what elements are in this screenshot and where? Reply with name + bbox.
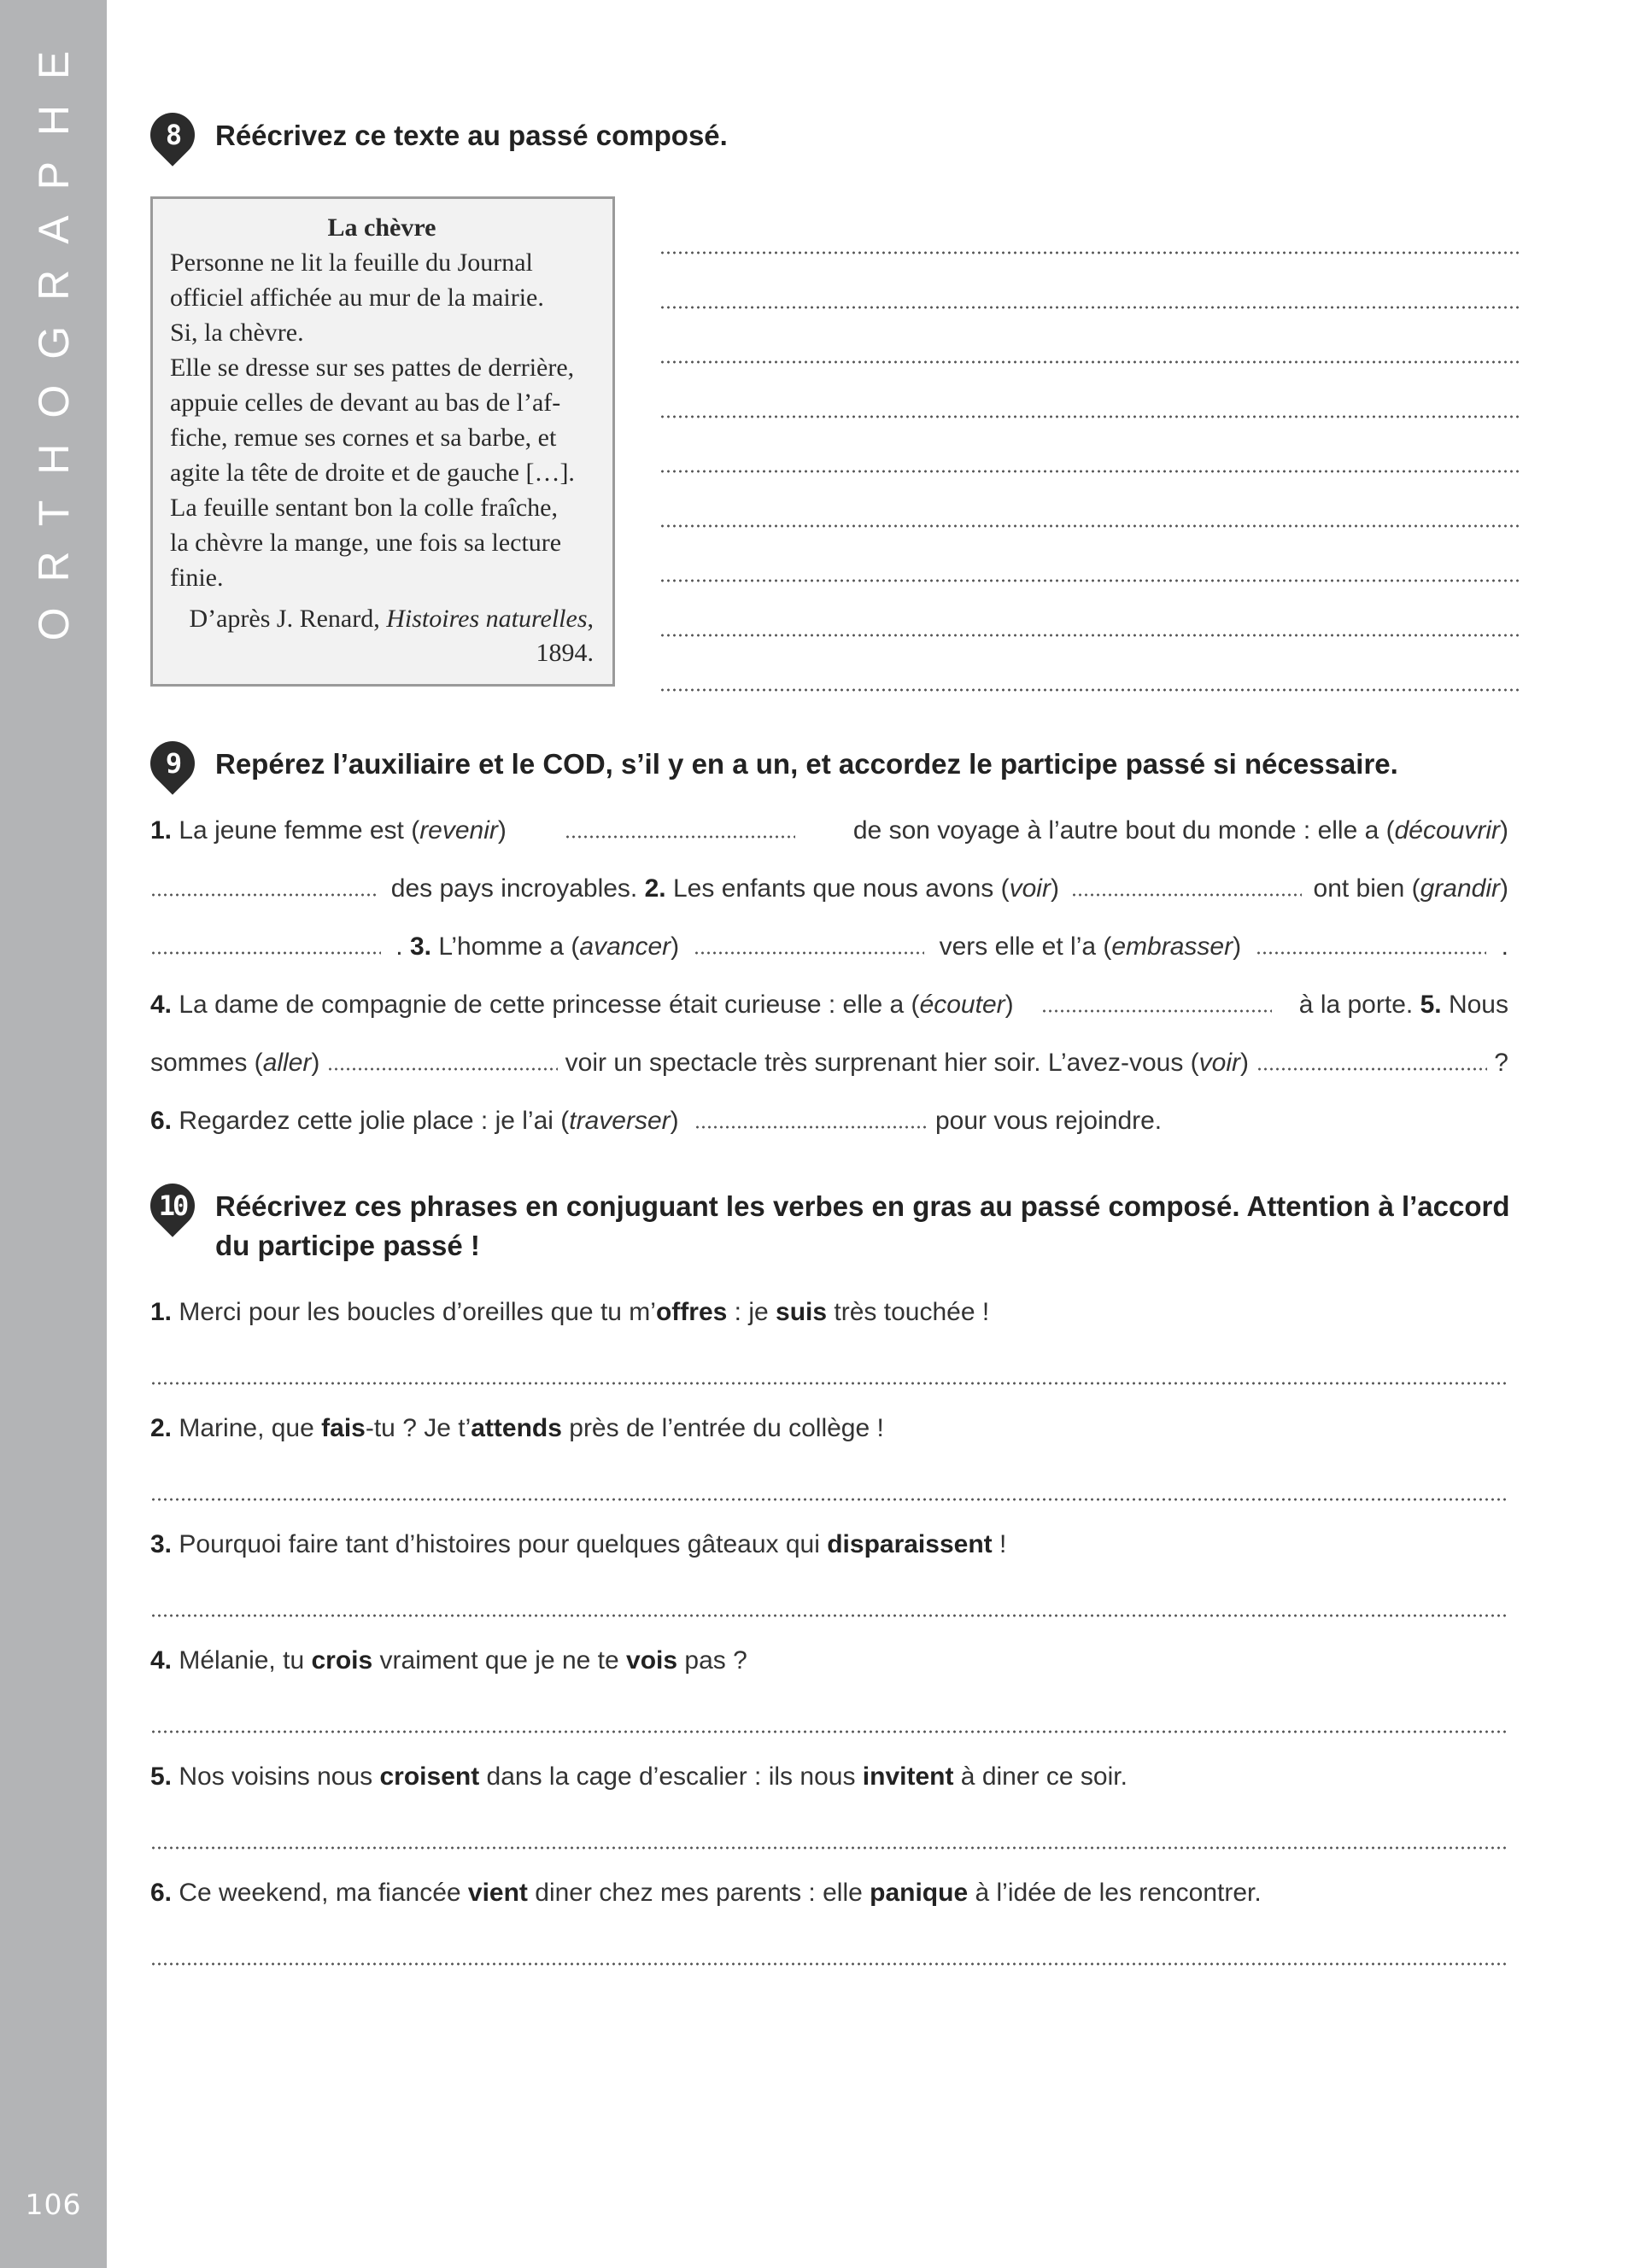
ex10-sentence-3: 3. Pourquoi faire tant d’histoires pour quelques gâteaux qui disparaissent !: [150, 1530, 1007, 1558]
exercise-number-badge: 8: [150, 113, 196, 159]
answer-line[interactable]: [659, 579, 1522, 582]
answer-blank[interactable]: [150, 893, 379, 897]
answer-blank[interactable]: [694, 951, 924, 955]
answer-blank[interactable]: [694, 1125, 927, 1129]
ex9-line-1: 1. La jeune femme est (revenir) de son voyage à l’autre bout du monde : elle a (découvrir): [150, 816, 1508, 845]
answer-blank[interactable]: [150, 951, 381, 955]
page-number: 106: [25, 2188, 82, 2221]
text-box: [150, 196, 615, 687]
sidebar: [0, 0, 107, 2268]
ex10-sentence-2: 2. Marine, que fais-tu ? Je t’attends près de l’entrée du collège !: [150, 1414, 884, 1442]
text-line: la chèvre la mange, une fois sa lecture: [170, 529, 562, 557]
exercise-9-header: [150, 745, 1398, 787]
text-box-body: [170, 245, 594, 595]
text-line: La feuille sentant bon la colle fraîche,: [170, 494, 558, 522]
answer-blank[interactable]: [565, 835, 795, 839]
exercise-10-title: Réécrivez ces phrases en conjuguant les verbes en gras au passé composé. Attention à l’accord du participe passé !: [215, 1190, 1510, 1261]
ex9-line-3: . 3. L’homme a (avancer) vers elle et l’a (embrasser) .: [150, 930, 1508, 964]
answer-blank[interactable]: [1041, 1009, 1272, 1013]
ex9-line-6: 6. Regardez cette jolie place : je l’ai (traverser) pour vous rejoindre.: [150, 1107, 1163, 1135]
ex9-line-5: sommes (aller) voir un spectacle très surprenant hier soir. L’avez-vous (voir) ?: [150, 1049, 1508, 1077]
answer-line[interactable]: [150, 1730, 1508, 1733]
text-line: agite la tête de droite et de gauche […].: [170, 459, 575, 487]
ex9-line-2: des pays incroyables. 2. Les enfants que nous avons (voir) ont bien (grandir): [150, 872, 1508, 906]
text-line: officiel affichée au mur de la mairie.: [170, 284, 544, 312]
text-source: D’après J. Renard, Histoires naturelles, 1894.: [189, 605, 594, 667]
answer-line[interactable]: [659, 634, 1522, 637]
text-line: appuie celles de devant au bas de l’af-: [170, 389, 561, 417]
answer-line[interactable]: [659, 360, 1522, 364]
answer-line[interactable]: [659, 688, 1522, 692]
exercise-8-header: [150, 116, 728, 159]
ex10-sentence-5: 5. Nos voisins nous croisent dans la cage d’escalier : ils nous invitent à diner ce soir.: [150, 1762, 1128, 1791]
ex10-sentence-1: 1. Merci pour les boucles d’oreilles que tu m’offres : je suis très touchée !: [150, 1298, 990, 1326]
answer-line[interactable]: [659, 306, 1522, 309]
answer-line[interactable]: [659, 251, 1522, 254]
answer-line[interactable]: [150, 1846, 1508, 1850]
exercise-10-header: [150, 1187, 1510, 1266]
exercise-number-badge: 10: [150, 1184, 196, 1230]
answer-line[interactable]: [150, 1614, 1508, 1617]
answer-line[interactable]: [150, 1382, 1508, 1385]
answer-line[interactable]: [150, 1498, 1508, 1501]
ex10-sentence-6: 6. Ce weekend, ma fiancée vient diner chez mes parents : elle panique à l’idée de les rencontrer.: [150, 1879, 1262, 1907]
answer-blank[interactable]: [327, 1067, 558, 1071]
answer-blank[interactable]: [1256, 1067, 1487, 1071]
exercise-8-title: Réécrivez ce texte au passé composé.: [215, 120, 728, 151]
text-line: Personne ne lit la feuille du Journal: [170, 248, 533, 277]
text-line: finie.: [170, 564, 224, 592]
ex10-sentence-4: 4. Mélanie, tu crois vraiment que je ne te vois pas ?: [150, 1646, 747, 1675]
exercise-number-badge: 9: [150, 741, 196, 787]
text-line: fiche, remue ses cornes et sa barbe, et: [170, 424, 557, 452]
answer-line[interactable]: [659, 415, 1522, 418]
section-title: ORTHOGRAPHE: [29, 25, 78, 641]
answer-line[interactable]: [659, 470, 1522, 473]
text-box-title: La chèvre: [327, 213, 436, 242]
answer-line[interactable]: [150, 1962, 1508, 1966]
answer-blank[interactable]: [1071, 893, 1302, 897]
answer-line[interactable]: [659, 524, 1522, 528]
text-line: Si, la chèvre.: [170, 319, 304, 347]
ex9-line-4: 4. La dame de compagnie de cette princesse était curieuse : elle a (écouter) à la porte. 5. Nous: [150, 991, 1508, 1019]
exercise-9-title: Repérez l’auxiliaire et le COD, s’il y en a un, et accordez le participe passé si nécessaire.: [215, 748, 1398, 780]
text-line: Elle se dresse sur ses pattes de derrière,: [170, 354, 575, 382]
answer-blank[interactable]: [1256, 951, 1486, 955]
